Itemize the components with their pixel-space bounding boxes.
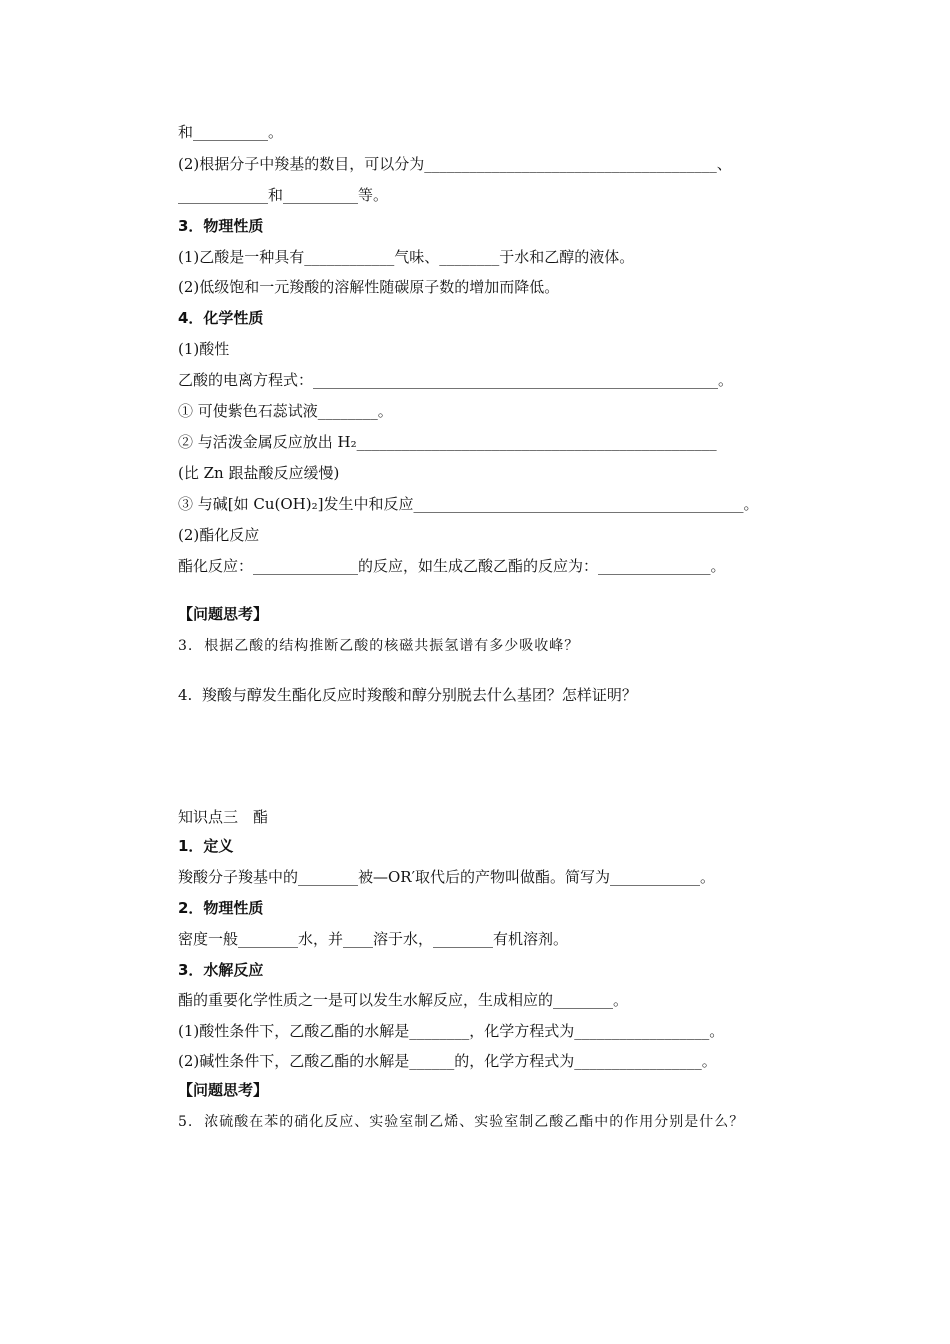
- text-line: ① 可使紫色石蕊试液________。: [178, 402, 393, 420]
- text-line: (1)酸性条件下，乙酸乙酯的水解是________，化学方程式为__________________。: [178, 1022, 725, 1040]
- question-item: 4. 羧酸与醇发生酯化反应时羧酸和醇分别脱去什么基团？怎样证明？: [178, 686, 637, 704]
- section-heading: 3．水解反应: [178, 961, 264, 979]
- text-line: ② 与活泼金属反应放出 H₂________________________________________________: [178, 433, 717, 451]
- text-line: 羧酸分子羧基中的________被—OR′取代后的产物叫做酯。简写为____________。: [178, 868, 715, 886]
- text-line: (2)根据分子中羧基的数目，可以分为_______________________________________、: [178, 155, 732, 173]
- text-line: (1)乙酸是一种具有____________气味、________于水和乙醇的液体。: [178, 248, 635, 266]
- section-heading: 2．物理性质: [178, 899, 264, 917]
- section-heading: 3．物理性质: [178, 217, 264, 235]
- text-line: ____________和__________等。: [178, 186, 389, 204]
- text-line: (比 Zn 跟盐酸反应缓慢): [178, 464, 340, 482]
- question-item: 5. 浓硫酸在苯的硝化反应、实验室制乙烯、实验室制乙酸乙酯中的作用分别是什么？: [178, 1114, 745, 1130]
- text-line: 乙酸的电离方程式：______________________________________________________。: [178, 371, 734, 389]
- text-line: (1)酸性: [178, 340, 230, 358]
- text-line: 密度一般________水，并____溶于水，________有机溶剂。: [178, 930, 569, 948]
- section-heading: 4．化学性质: [178, 309, 264, 327]
- text-line: ③ 与碱[如 Cu(OH)₂]发生中和反应____________________________________________。: [178, 495, 759, 513]
- text-line: (2)碱性条件下，乙酸乙酯的水解是______的，化学方程式为_________________。: [178, 1052, 717, 1070]
- question-item: 3. 根据乙酸的结构推断乙酸的核磁共振氢谱有多少吸收峰？: [178, 638, 580, 654]
- section-heading: 1．定义: [178, 837, 234, 855]
- text-line: (2)低级饱和一元羧酸的溶解性随碳原子数的增加而降低。: [178, 278, 560, 296]
- text-line: 酯的重要化学性质之一是可以发生水解反应，生成相应的________。: [178, 991, 629, 1009]
- question-heading: 【问题思考】: [178, 605, 269, 623]
- question-heading: 【问题思考】: [178, 1081, 269, 1099]
- text-line: 酯化反应：______________的反应，如生成乙酸乙酯的反应为：_______________。: [178, 557, 726, 575]
- text-line: (2)酯化反应: [178, 526, 260, 544]
- knowledge-point-title: 知识点三 酯: [178, 808, 269, 826]
- text-line: 和__________。: [178, 123, 284, 141]
